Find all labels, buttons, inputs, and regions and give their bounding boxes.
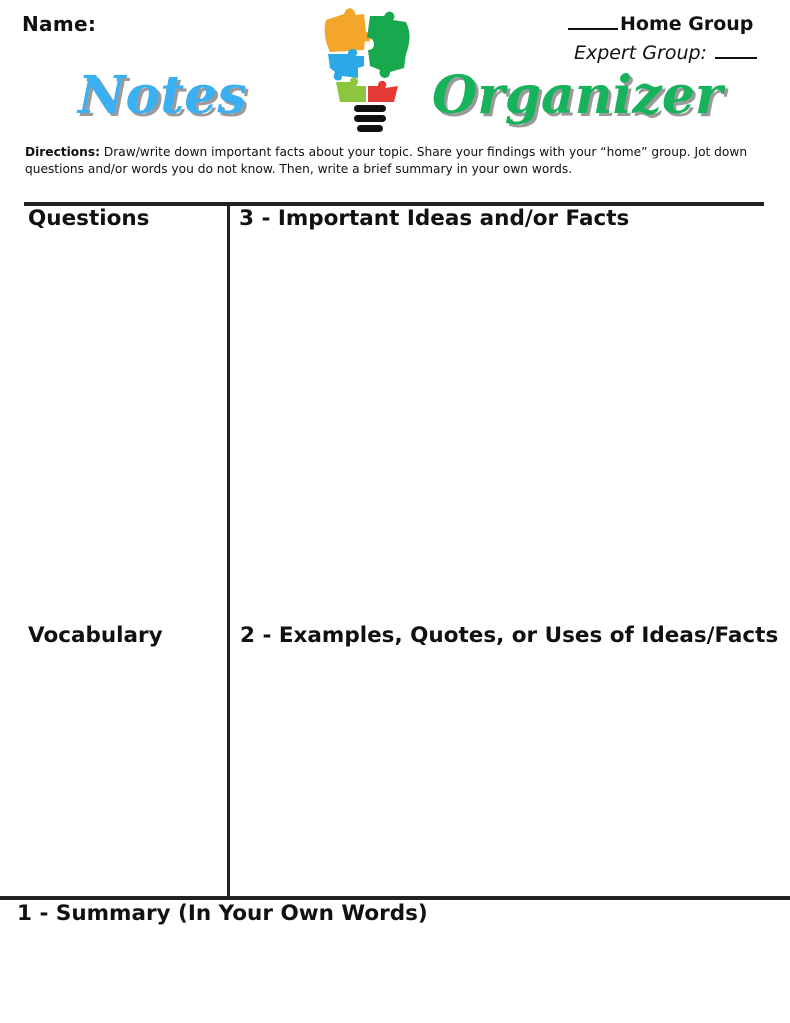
home-group-text: Home Group [620, 13, 754, 35]
expert-group-label [574, 39, 757, 64]
home-group-blank[interactable] [568, 10, 618, 30]
examples-heading: 2 - Examples, Quotes, or Uses of Ideas/Facts [240, 623, 779, 648]
puzzle-lightbulb-icon [318, 6, 414, 134]
title-organizer: Organizer [432, 65, 723, 126]
bottom-divider [0, 896, 790, 900]
title-notes: Notes [78, 65, 247, 126]
summary-heading: 1 - Summary (In Your Own Words) [17, 901, 428, 926]
home-group-label [568, 10, 753, 35]
questions-heading: Questions [28, 206, 150, 231]
important-ideas-heading: 3 - Important Ideas and/or Facts [239, 206, 630, 231]
expert-group-text: Expert Group: [574, 42, 707, 64]
directions-label: Directions: [25, 145, 100, 159]
expert-group-blank[interactable] [715, 39, 757, 59]
column-divider [227, 204, 230, 898]
name-label: Name: [22, 12, 97, 36]
vocabulary-heading: Vocabulary [28, 623, 163, 648]
directions-text [25, 144, 765, 178]
directions-body: Draw/write down important facts about your topic. Share your findings with your “home” group. Jot down questions and/or words you do not know. Then, write a brief summary in your own words. [25, 145, 748, 176]
